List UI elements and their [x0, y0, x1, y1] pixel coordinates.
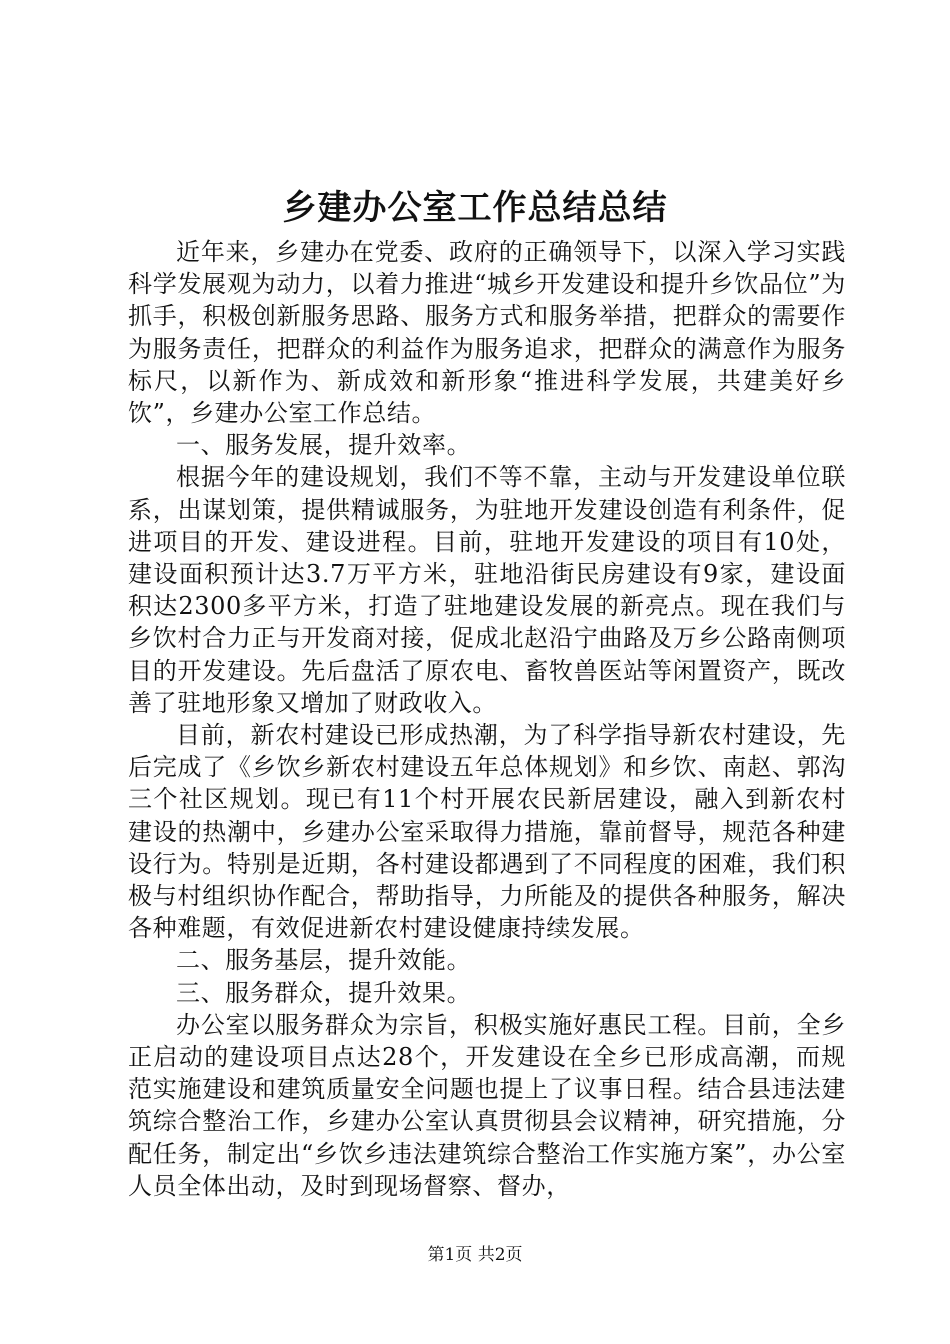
- paragraph-intro: 近年来，乡建办在党委、政府的正确领导下，以深入学习实践科学发展观为动力，以着力推进“城乡开发建设和提升乡饮品位”为抓手，积极创新服务思路、服务方式和服务举措，把群众的需要作为服务责任，把群众的利益作为服务追求，把群众的满意作为服务标尺，以新作为、新成效和新形象“推进科学发展，共建美好乡饮”，乡建办公室工作总结。: [128, 238, 846, 428]
- paragraph-development: 根据今年的建设规划，我们不等不靠，主动与开发建设单位联系，出谋划策，提供精诚服务，为驻地开发建设创造有利条件，促进项目的开发、建设进程。目前，驻地开发建设的项目有10处，建设面积预计达3.7万平方米，驻地沿街民房建设有9家，建设面积达2300多平方米，打造了驻地建设发展的新亮点。现在我们与乡饮村合力正与开发商对接，促成北赵沿宁曲路及万乡公路南侧项目的开发建设。先后盘活了原农电、畜牧兽医站等闲置资产，既改善了驻地形象又增加了财政收入。: [128, 463, 846, 717]
- document-title: 乡建办公室工作总结总结: [282, 188, 668, 228]
- section-heading-3: 三、服务群众，提升效果。: [176, 978, 472, 1007]
- section-heading-1: 一、服务发展，提升效率。: [176, 431, 472, 460]
- document-body: [128, 236, 846, 1202]
- page-number-footer: 第1页 共2页: [427, 1245, 523, 1265]
- section-heading-2: 二、服务基层，提升效能。: [176, 946, 472, 975]
- paragraph-new-village: 目前，新农村建设已形成热潮，为了科学指导新农村建设，先后完成了《乡饮乡新农村建设五年总体规划》和乡饮、南赵、郭沟三个社区规划。现已有11个村开展农民新居建设，融入到新农村建设的热潮中，乡建办公室采取得力措施，靠前督导，规范各种建设行为。特别是近期，各村建设都遇到了不同程度的困难，我们积极与村组织协作配合，帮助指导，力所能及的提供各种服务，解决各种难题，有效促进新农村建设健康持续发展。: [128, 721, 846, 943]
- paragraph-service-public: 办公室以服务群众为宗旨，积极实施好惠民工程。目前，全乡正启动的建设项目点达28个，开发建设在全乡已形成高潮，而规范实施建设和建筑质量安全问题也提上了议事日程。结合县违法建筑综合整治工作，乡建办公室认真贯彻县会议精神，研究措施，分配任务，制定出“乡饮乡违法建筑综合整治工作实施方案”，办公室人员全体出动，及时到现场督察、督办，: [128, 1010, 846, 1200]
